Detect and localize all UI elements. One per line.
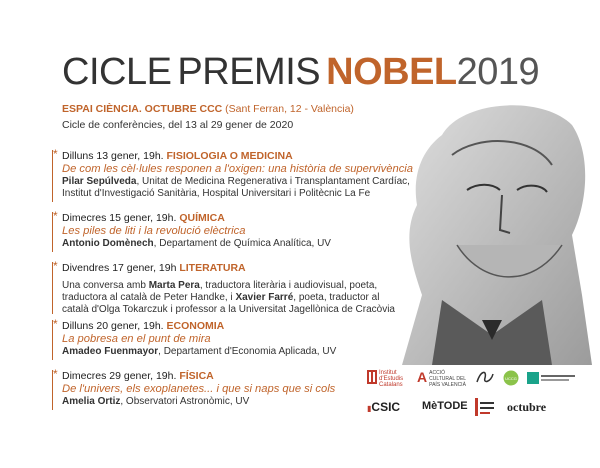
star-icon: * <box>53 147 58 161</box>
event-day: Dilluns 20 <box>62 320 109 332</box>
title-premis: PREMIS <box>177 51 321 93</box>
generalitat-logo <box>527 370 577 388</box>
star-icon: * <box>53 259 58 273</box>
speaker-affiliation: , Departament de Química Analítica, UV <box>153 238 331 249</box>
event-rule <box>52 370 53 410</box>
event-item-3 <box>53 259 442 316</box>
event-rule <box>52 150 53 202</box>
acpv-logo: A ACCIÓ CULTURAL DEL PAÍS VALENCIÀ <box>417 369 466 388</box>
event-speaker <box>62 346 442 358</box>
event-date <box>62 150 442 163</box>
event-category: FÍSICA <box>179 370 214 382</box>
event-category: QUÍMICA <box>179 212 225 224</box>
event-time: gener, 19h. <box>108 320 167 332</box>
event-speaker <box>62 238 442 250</box>
acpv-logo-text: ACCIÓ CULTURAL DEL PAÍS VALENCIÀ <box>429 370 466 388</box>
event-date <box>62 212 442 225</box>
csic-logo-text: CSIC <box>371 400 401 414</box>
event-day: Dimecres 29 <box>62 370 121 382</box>
octubre-logo <box>507 400 546 415</box>
star-icon: * <box>53 209 58 223</box>
event-date <box>62 262 442 275</box>
event-category: FISIOLOGIA O MEDICINA <box>166 150 293 162</box>
event-day: Dimecres 15 <box>62 212 121 224</box>
event-description <box>62 280 402 316</box>
title-cicle: CICLE <box>62 51 172 93</box>
signature-logo <box>473 368 495 390</box>
event-item-2 <box>53 209 442 250</box>
event-rule <box>52 212 53 252</box>
iec-logo <box>367 370 411 388</box>
speaker-name: Marta Pera <box>148 280 200 291</box>
event-time: gener, 19h. <box>120 370 180 382</box>
title-year: 2019 <box>456 51 540 93</box>
octubre-logo-text: octubre <box>507 400 547 414</box>
speaker-name: Antonio Domènech <box>62 238 154 249</box>
ucc-logo <box>503 370 519 388</box>
venue-name: ESPAI CIÈNCIA. OCTUBRE CCC <box>62 103 223 115</box>
event-talk-title: De com les cèl·lules responen a l'oxigen: una història de supervivència <box>62 163 414 175</box>
sponsor-logos <box>367 368 592 438</box>
page-title <box>62 50 539 94</box>
speaker-name: Amadeo Fuenmayor <box>62 346 159 357</box>
event-talk-title: Les piles de liti i la revolució elèctrica <box>62 225 246 237</box>
event-speaker <box>62 176 442 200</box>
event-time: gener, 19h <box>123 262 180 274</box>
iec-logo-text: Institut d'Estudis Catalans <box>379 370 404 388</box>
event-day: Dilluns 13 <box>62 150 109 162</box>
event-date <box>62 320 442 333</box>
event-category: LITERATURA <box>179 262 246 274</box>
event-item-4 <box>53 317 442 358</box>
speaker-affiliation: , traductora literària i audiovisual, poeta, traductora al català de Peter Handke, i <box>62 280 378 303</box>
event-rule <box>52 320 53 360</box>
description-intro: Una conversa amb <box>62 280 149 291</box>
speaker-affiliation: , poeta, traductor al català d'Olga Tokarczuk i professor a la Universitat Jagellònica de Cracòvia <box>62 292 395 315</box>
speaker-name: Amelia Ortiz <box>62 396 121 407</box>
event-time: gener, 19h. <box>120 212 180 224</box>
metode-logo-text: MèTODE <box>422 400 468 412</box>
venue-address: (Sant Ferran, 12 - València) <box>222 103 354 115</box>
event-category: ECONOMIA <box>166 320 225 332</box>
title-nobel: NOBEL <box>326 51 457 93</box>
csic-logo: ▮CSIC <box>367 400 401 414</box>
star-icon: * <box>53 367 58 381</box>
metode-logo <box>422 400 468 412</box>
subtitle: Cicle de conferències, del 13 al 29 gener de 2020 <box>62 119 294 131</box>
event-talk-title: De l'univers, els exoplanetes... i que si naps que si cols <box>62 383 336 395</box>
venue-line <box>62 103 354 115</box>
event-time: gener, 19h. <box>108 150 167 162</box>
speaker-name: Pilar Sepúlveda <box>62 176 137 187</box>
fundacio-logo <box>473 396 497 420</box>
ucc-logo-text: UCCG <box>505 376 517 381</box>
speaker-affiliation: , Unitat de Medicina Regenerativa i Transplantament Cardíac, Institut d'Investigació Sanitària, Hospital Universitari i Politècnic La Fe <box>62 176 410 199</box>
speaker-name: Xavier Farré <box>235 292 294 303</box>
speaker-affiliation: , Departament d'Economia Aplicada, UV <box>158 346 337 357</box>
event-talk-title: La pobresa en el punt de mira <box>62 333 211 345</box>
event-item-1 <box>53 147 442 200</box>
event-day: Divendres 17 <box>62 262 124 274</box>
star-icon: * <box>53 317 58 331</box>
speaker-affiliation: , Observatori Astronòmic, UV <box>120 396 250 407</box>
event-rule <box>52 262 53 314</box>
